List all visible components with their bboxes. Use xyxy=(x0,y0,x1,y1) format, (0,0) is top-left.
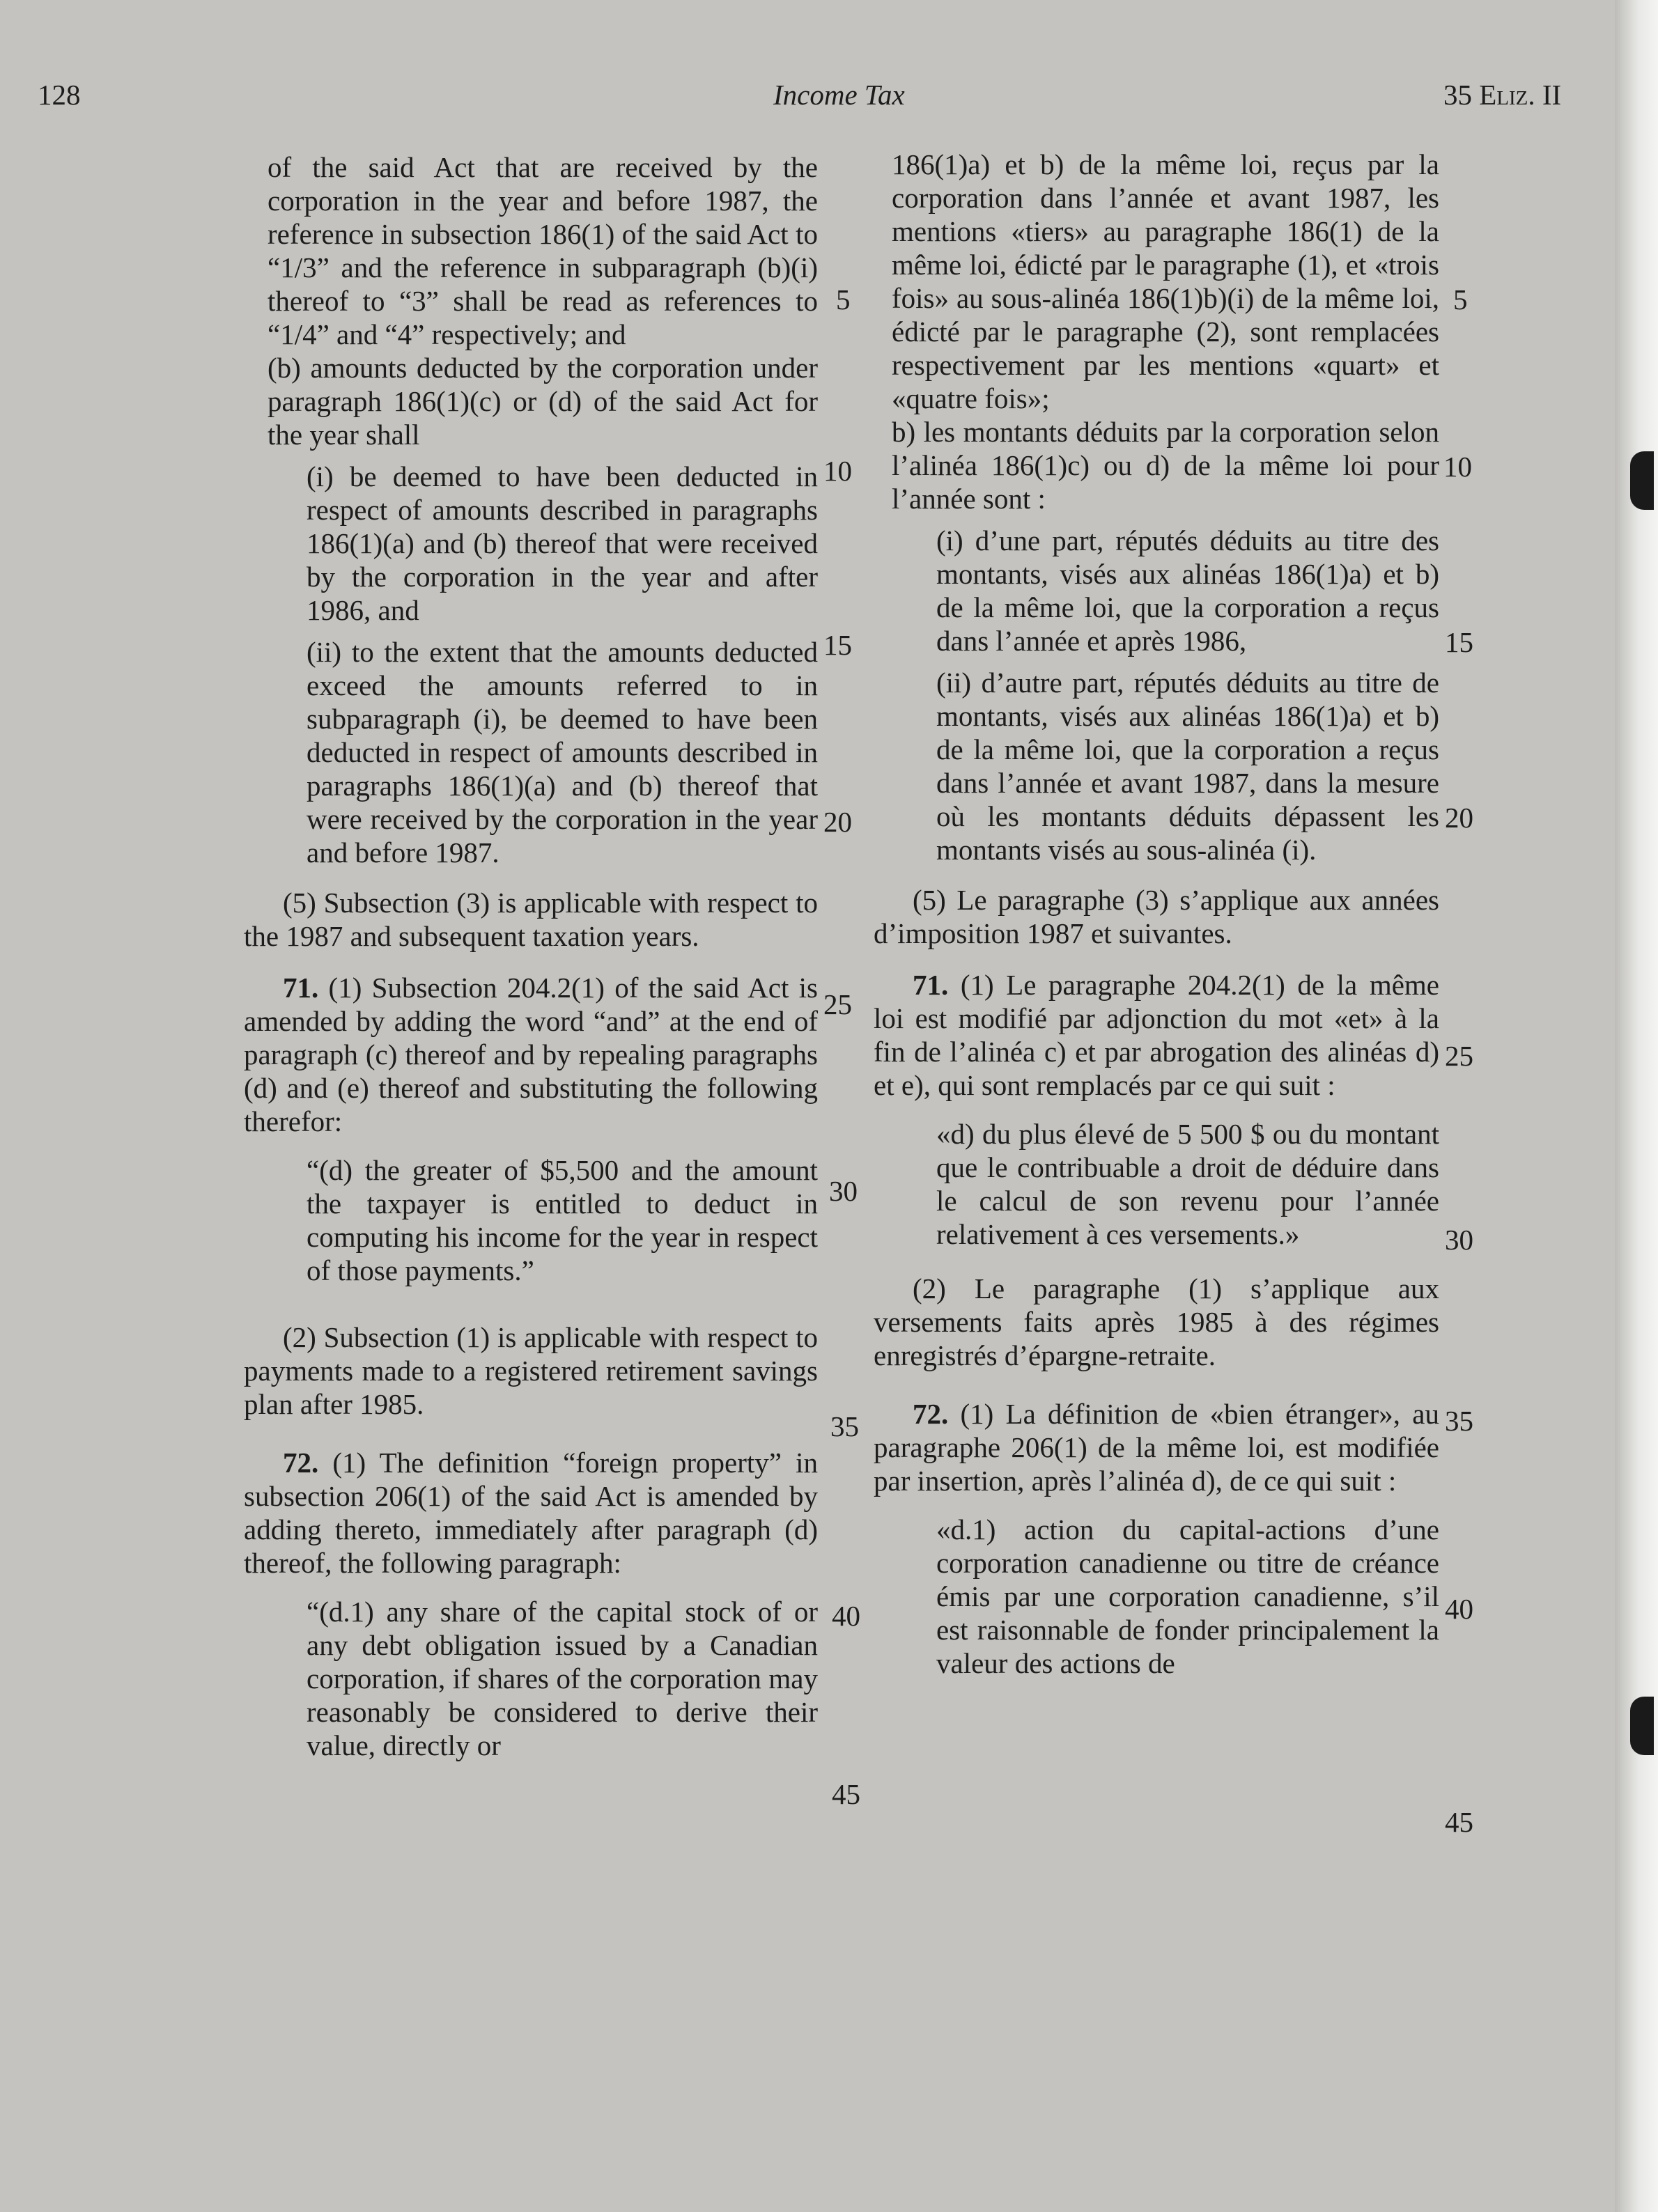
line-number-en-40: 40 xyxy=(832,1600,860,1632)
page-edge xyxy=(1615,0,1658,2212)
fr-section-71 xyxy=(874,968,1439,1102)
en-subsection-5: (5) Subsection (3) is applicable with respect to the 1987 and subsequent taxation years. xyxy=(244,887,818,952)
en-section-72-text: (1) The definition “foreign property” in subsection 206(1) of the said Act is amended by adding thereto, immediately after paragraph (d) thereof, the following paragraph: xyxy=(244,1447,818,1579)
en-para-b: (b) amounts deducted by the corporation under paragraph 186(1)(c) or (d) of the said Act for the year shall xyxy=(268,352,818,451)
line-number-en-35: 35 xyxy=(830,1410,859,1442)
fr-subpara-ii: (ii) d’autre part, réputés déduits au titre de montants, visés aux alinéas 186(1)a) et b) de la même loi, que la corporation a reçus dans l’année et avant 1987, dans la mesure où les montants déduits dépassent les montants visés au sous-alinéa (i). xyxy=(936,667,1439,866)
en-section-71 xyxy=(244,971,818,1138)
en-subpara-ii: (ii) to the extent that the amounts deducted exceed the amounts referred to in subparagraph (i), be deemed to have been deducted in respect of amounts described in paragraphs 186(1)(a) and (b) thereof that were received by the corporation in the year and before 1987. xyxy=(307,636,818,869)
line-number-fr-40: 40 xyxy=(1445,1593,1473,1625)
fr-para-b: b) les montants déduits par la corporation selon l’alinéa 186(1)c) ou d) de la même loi pour l’année sont : xyxy=(892,416,1439,515)
fr-section-71-subsection-2: (2) Le paragraphe (1) s’applique aux versements faits après 1985 à des régimes enregistrés d’épargne-retraite. xyxy=(874,1272,1439,1371)
french-column xyxy=(874,148,1439,1680)
page-number: 128 xyxy=(38,79,81,111)
en-section-71-para-d: “(d) the greater of $5,500 and the amount the taxpayer is entitled to deduct in computing his income for the year in respect of those payments.” xyxy=(307,1154,818,1286)
fr-section-72 xyxy=(874,1397,1439,1497)
line-number-fr-5: 5 xyxy=(1453,283,1468,316)
line-number-en-20: 20 xyxy=(823,806,852,838)
fr-section-71-para-d: «d) du plus élevé de 5 500 $ ou du montant que le contribuable a droit de déduire dans le calcul de son revenu pour l’année relativement à ces versements.» xyxy=(936,1118,1439,1250)
line-number-en-30: 30 xyxy=(829,1175,858,1207)
fr-section-71-text: (1) Le paragraphe 204.2(1) de la même loi est modifié par adjonction du mot «et» à la fin de l’alinéa c) et par abrogation des alinéas d) et e), qui sont remplacés par ce qui suit : xyxy=(874,969,1440,1101)
line-number-en-15: 15 xyxy=(823,629,852,661)
en-subpara-i: (i) be deemed to have been deducted in respect of amounts described in paragraphs 186(1)(a) and (b) thereof that were received by the corporation in the year and after 1986, and xyxy=(307,460,818,626)
line-number-en-5: 5 xyxy=(836,283,851,316)
binder-hole-top xyxy=(1630,451,1654,510)
english-column xyxy=(244,150,818,1762)
line-number-fr-25: 25 xyxy=(1445,1040,1473,1072)
line-number-fr-35: 35 xyxy=(1445,1405,1473,1437)
line-number-fr-10: 10 xyxy=(1443,451,1472,483)
en-section-71-subsection-2: (2) Subsection (1) is applicable with respect to payments made to a registered retirement savings plan after 1985. xyxy=(244,1321,818,1420)
binder-hole-bottom xyxy=(1630,1697,1654,1755)
fr-section-72-number: 72. xyxy=(913,1398,949,1430)
en-section-71-number: 71. xyxy=(283,972,319,1004)
line-number-fr-20: 20 xyxy=(1445,802,1473,834)
line-number-fr-15: 15 xyxy=(1445,626,1473,658)
en-section-72-number: 72. xyxy=(283,1447,319,1479)
fr-section-71-number: 71. xyxy=(913,969,949,1001)
en-section-72 xyxy=(244,1446,818,1580)
fr-section-72-text: (1) La définition de «bien étranger», au paragraphe 206(1) de la même loi, est modifiée par insertion, après l’alinéa d), de ce qui suit : xyxy=(874,1398,1439,1497)
fr-section-72-para-d1: «d.1) action du capital-actions d’une corporation canadienne ou titre de créance émis par une corporation canadienne, s’il est raisonnable de fonder principalement la valeur des actions de xyxy=(936,1513,1439,1679)
fr-para-continued: 186(1)a) et b) de la même loi, reçus par la corporation dans l’année et avant 1987, les mentions «tiers» au paragraphe 186(1) de la même loi, édicté par le paragraphe (1), et «trois fois» au sous-alinéa 186(1)b)(i) de la même loi, édicté par le paragraphe (2), sont remplacées respectivement par les mentions «quart» et «quatre fois»; xyxy=(892,148,1439,414)
en-section-72-para-d1: “(d.1) any share of the capital stock of or any debt obligation issued by a Canadian corporation, if shares of the corporation may reasonably be considered to derive their value, directly or xyxy=(307,1596,818,1761)
en-para-continued: of the said Act that are received by the corporation in the year and before 1987, the reference in subsection 186(1) of the said Act to “1/3” and the reference in subparagraph (b)(i) thereof to “3” shall be read as references to “1/4” and “4” respectively; and xyxy=(268,151,818,350)
fr-subpara-i: (i) d’une part, réputés déduits au titre des montants, visés aux alinéas 186(1)a) et b) de la même loi, que la corporation a reçus dans l’année et après 1986, xyxy=(936,524,1439,657)
line-number-en-25: 25 xyxy=(823,988,852,1020)
line-number-fr-45: 45 xyxy=(1445,1806,1473,1838)
regnal-year: 35 Eliz. II xyxy=(1443,79,1562,111)
line-number-fr-30: 30 xyxy=(1445,1224,1473,1256)
line-number-en-10: 10 xyxy=(823,455,852,487)
fr-subsection-5: (5) Le paragraphe (3) s’applique aux années d’imposition 1987 et suivantes. xyxy=(874,884,1439,949)
running-title: Income Tax xyxy=(773,79,905,111)
en-section-71-text: (1) Subsection 204.2(1) of the said Act is amended by adding the word “and” at the end of paragraph (c) thereof and by repealing paragraphs (d) and (e) thereof and substituting the following therefor: xyxy=(244,972,818,1137)
line-number-en-45: 45 xyxy=(832,1778,860,1810)
